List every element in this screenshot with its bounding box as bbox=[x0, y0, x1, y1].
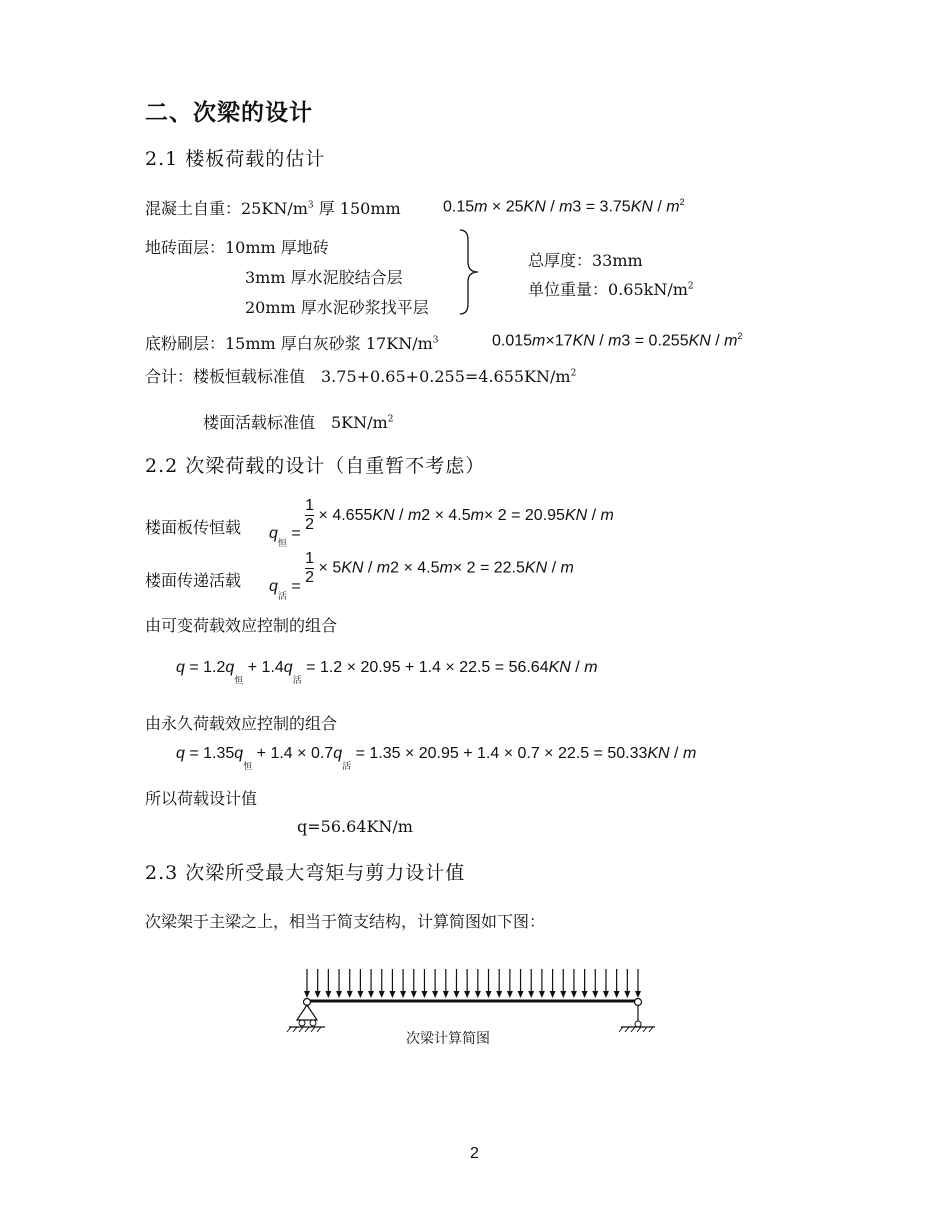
heading-2-3: 2.3 次梁所受最大弯矩与剪力设计值 bbox=[145, 862, 466, 884]
perm-b: + 1.4 × 0.7 bbox=[256, 745, 334, 762]
load-arrow-head bbox=[411, 991, 417, 998]
load-arrow-head bbox=[635, 991, 641, 998]
clf-a: 0.015 bbox=[492, 332, 533, 350]
right-roller-support bbox=[619, 999, 655, 1033]
figure-caption: 次梁计算简图 bbox=[406, 1031, 490, 1047]
live-transfer-label: 楼面传递活载 bbox=[145, 571, 242, 590]
heading-2-1: 2.1 楼板荷载的估计 bbox=[145, 148, 326, 170]
half-fraction-2: $\frac{1}{2}$ bbox=[305, 550, 315, 586]
live-transfer-formula: $q_活$ = $\frac{1}{2}$ × 5KN / m2 × 4.5m× 2 = 22.5KN / m bbox=[269, 550, 574, 602]
load-arrow-head bbox=[357, 991, 363, 998]
clf-b: ×17 bbox=[545, 332, 573, 350]
load-arrow-head bbox=[624, 991, 630, 998]
beam-description: 次梁架于主梁之上，相当于简支结构，计算简图如下图： bbox=[145, 912, 546, 931]
beam-diagram bbox=[285, 965, 665, 1035]
load-arrow-head bbox=[603, 991, 609, 998]
total-dead-sup: 2 bbox=[570, 368, 577, 379]
live-sub: 活 bbox=[277, 591, 287, 602]
cf-c: 3 = 3.75 bbox=[572, 198, 631, 216]
perm-c: = 1.35 × 20.95 + 1.4 × 0.7 × 22.5 = 50.33 bbox=[355, 745, 648, 762]
concrete-formula: $0.15m \times 25KN / m3 = 3.75KN / m^2$ bbox=[443, 197, 685, 216]
live-expr-1: × 5 bbox=[318, 559, 342, 577]
load-arrow-head bbox=[560, 991, 566, 998]
total-thickness: 总厚度：33mm bbox=[528, 251, 643, 270]
dead-expr-2: 2 × 4.5 bbox=[421, 506, 471, 524]
load-arrow-head bbox=[389, 991, 395, 998]
distributed-load-arrows bbox=[304, 969, 641, 998]
dead-sub: 恒 bbox=[277, 538, 287, 549]
load-arrow-head bbox=[518, 991, 524, 998]
cf-end: 2 bbox=[679, 197, 685, 207]
live-load-sup: 2 bbox=[387, 414, 394, 425]
curly-brace bbox=[456, 228, 484, 316]
load-arrow-head bbox=[486, 991, 492, 998]
load-arrow-head bbox=[614, 991, 620, 998]
load-arrow-head bbox=[432, 991, 438, 998]
live-expr-3: × 2 = 22.5 bbox=[452, 559, 525, 577]
var-c: = 1.2 × 20.95 + 1.4 × 22.5 = 56.64 bbox=[306, 659, 549, 676]
load-arrow-head bbox=[304, 991, 310, 998]
load-arrow-head bbox=[400, 991, 406, 998]
ceiling-layer bbox=[145, 331, 439, 354]
load-arrow-head bbox=[421, 991, 427, 998]
variable-combo-title: 由可变荷载效应控制的组合 bbox=[145, 616, 338, 635]
load-arrow-head bbox=[336, 991, 342, 998]
cf-b: × 25 bbox=[491, 198, 524, 216]
tile-layer-2: 3mm 厚水泥胶结合层 bbox=[245, 268, 403, 287]
page-number: 2 bbox=[470, 1145, 479, 1162]
heading-2-2: 2.2 次梁荷载的设计（自重暂不考虑） bbox=[145, 455, 486, 477]
live-expr-2: 2 × 4.5 bbox=[390, 559, 440, 577]
ceiling-sup: 3 bbox=[432, 335, 439, 346]
load-arrow-head bbox=[582, 991, 588, 998]
load-arrow-head bbox=[571, 991, 577, 998]
tile-layer-1: 地砖面层：10mm 厚地砖 bbox=[145, 238, 329, 257]
permanent-combo-formula: $q = 1.35q_恒 + 1.4 \times 0.7q_活 = 1.35 \times 20.95 + 1.4 \times 0.7 \times 22.5 = 50.33KN / m$ bbox=[176, 745, 697, 772]
load-arrow-head bbox=[496, 991, 502, 998]
live-load bbox=[203, 410, 393, 433]
left-pin-support bbox=[287, 999, 325, 1033]
concrete-weight bbox=[145, 196, 401, 219]
perm-a: = 1.35 bbox=[189, 745, 235, 762]
load-arrow-head bbox=[368, 991, 374, 998]
ceiling-label: 底粉刷层：15mm 厚白灰砂浆 17KN/m bbox=[145, 334, 433, 353]
load-arrow-head bbox=[592, 991, 598, 998]
tile-layer-3: 20mm 厚水泥砂浆找平层 bbox=[245, 298, 429, 317]
load-arrow-head bbox=[347, 991, 353, 998]
live-load-text: 楼面活载标准值 5KN/m bbox=[203, 413, 388, 432]
load-arrow-head bbox=[528, 991, 534, 998]
design-value-title: 所以荷载设计值 bbox=[145, 789, 258, 808]
dead-transfer-label: 楼面板传恒载 bbox=[145, 518, 242, 537]
section-title: 二、次梁的设计 bbox=[145, 99, 313, 126]
var-a: = 1.2 bbox=[189, 659, 226, 676]
concrete-label-sup: 3 bbox=[307, 200, 314, 211]
clf-c: 3 = 0.255 bbox=[621, 332, 689, 350]
load-arrow-head bbox=[464, 991, 470, 998]
concrete-label: 混凝土自重：25KN/m bbox=[145, 199, 308, 218]
cf-a: 0.15 bbox=[443, 198, 475, 216]
load-arrow-head bbox=[475, 991, 481, 998]
half-fraction-1: $\frac{1}{2}$ bbox=[305, 497, 315, 533]
variable-combo-formula: $q = 1.2q_恒 + 1.4q_活 = 1.2 \times 20.95 + 1.4 \times 22.5 = 56.64KN / m$ bbox=[176, 659, 598, 686]
load-arrow-head bbox=[325, 991, 331, 998]
clf-end: 2 bbox=[737, 331, 743, 341]
load-arrow-head bbox=[550, 991, 556, 998]
dead-expr-3: × 2 = 20.95 bbox=[483, 506, 565, 524]
load-arrow-head bbox=[539, 991, 545, 998]
total-dead-text: 合计：楼板恒载标准值 3.75+0.65+0.255=4.655KN/m bbox=[145, 367, 571, 386]
dead-transfer-formula: $q_恒$ = $\frac{1}{2}$ × 4.655KN / m2 × 4.5m× 2 = 20.95KN / m bbox=[269, 497, 614, 549]
unit-weight-sup: 2 bbox=[687, 281, 694, 292]
concrete-thickness: 厚 150mm bbox=[313, 199, 401, 218]
unit-weight-text: 单位重量：0.65kN/m bbox=[528, 280, 688, 299]
permanent-combo-title: 由永久荷载效应控制的组合 bbox=[145, 714, 338, 733]
ceiling-formula: $0.015m\times 17KN / m3 = 0.255KN / m^2$ bbox=[492, 331, 743, 350]
var-b: + 1.4 bbox=[247, 659, 284, 676]
total-dead-load bbox=[145, 364, 576, 387]
design-value: q=56.64KN/m bbox=[297, 817, 413, 836]
load-arrow-head bbox=[315, 991, 321, 998]
unit-weight bbox=[528, 277, 694, 300]
load-arrow-head bbox=[443, 991, 449, 998]
load-arrow-head bbox=[453, 991, 459, 998]
load-arrow-head bbox=[507, 991, 513, 998]
load-arrow-head bbox=[379, 991, 385, 998]
dead-expr-1: × 4.655 bbox=[318, 506, 373, 524]
